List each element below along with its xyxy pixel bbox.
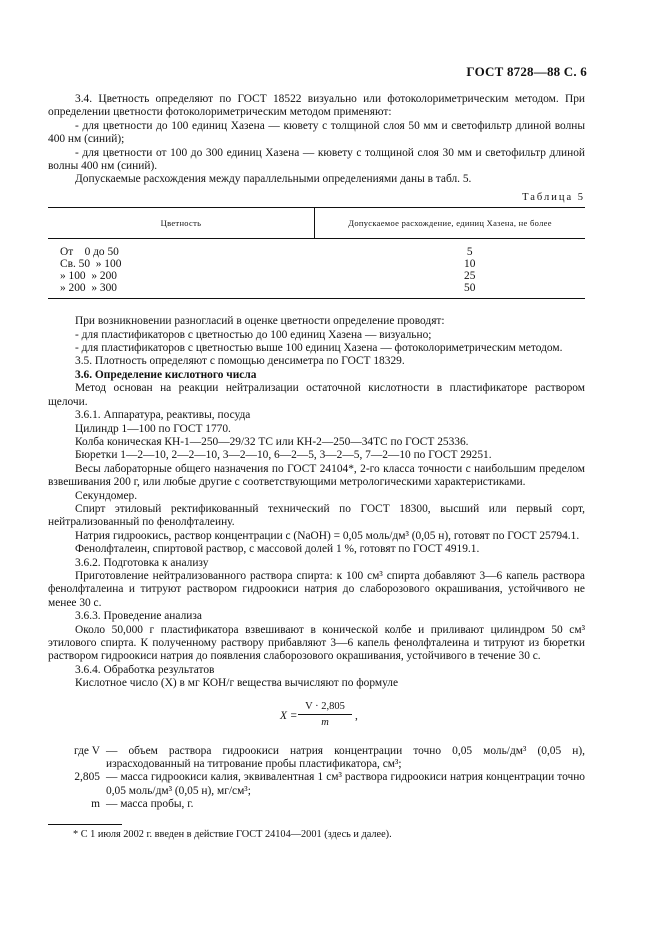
formula-denominator: m [321,717,329,729]
table-row [48,282,585,299]
table-cell-range: » 200 » 300 [48,282,315,299]
paragraph: - для цветности от 100 до 300 единиц Хазена — кювету с толщиной слоя 30 мм и светофильтр длиной волны 400 нм (синий). [48,146,585,173]
paragraph: При возникновении разногласий в оценке цветности определение проводят: [75,315,445,328]
table-cell-range: » 100 » 200 [60,270,117,283]
table-cell-value: 5 [466,246,473,259]
formula-legend [48,745,585,812]
paragraph: Весы лабораторные общего назначения по ГОСТ 24104*, 2-го класса точности с наибольшим пределом взвешивания 200 г, или любые другие с соответствующими метрологическими характеристиками. [48,462,585,489]
table-row [48,258,585,270]
table-header-tolerance: Допускаемое расхождение, единиц Хазена, не более [315,208,586,239]
table-caption: Таблица 5 [522,191,585,203]
paragraph: Бюретки 1—2—10, 2—2—10, 3—2—10, 6—2—5, 3—2—5, 7—2—10 по ГОСТ 29251. [75,449,492,462]
paragraph: Спирт этиловый ректификованный технический по ГОСТ 18300, высший или первый сорт, нейтрализованный по фенолфталеину. [48,502,585,529]
paragraph: - для пластификаторов с цветностью до 100 единиц Хазена — визуально; [75,328,432,341]
subsection-heading: 3.6.2. Подготовка к анализу [75,556,209,569]
table-row [48,239,585,259]
legend-key: где V [73,744,100,757]
legend-key: 2,805 [74,771,100,784]
formula [48,697,585,737]
legend-item [48,745,585,772]
page-header: ГОСТ 8728—88 С. 6 [466,64,587,79]
footnote-divider [48,824,122,825]
table-cell-value: 25 [464,270,476,283]
subsection-heading: 3.6.1. Аппаратура, реактивы, посуда [75,409,251,422]
paragraph: 3.5. Плотность определяют с помощью денсиметра по ГОСТ 18329. [75,355,405,368]
paragraph: Натрия гидроокись, раствор концентрации c (NaOH) = 0,05 моль/дм³ (0,05 н), готовят по ГОСТ 25794.1. [75,529,580,542]
footnote: * С 1 июля 2002 г. введен в действие ГОСТ 24104—2001 (здесь и далее). [73,829,392,840]
paragraph: Около 50,000 г пластификатора взвешивают в конической колбе и приливают цилиндром 50 см³ этилового спирта. К полученному раствору прибавляют 3—6 капель фенолфталеина и титруют из бюретки раствором гидроокиси натрия до появления слаборозового окрашивания, устойчивого в течение 30 с. [48,623,585,663]
legend-item [48,798,585,811]
table-row [48,270,585,282]
table-5 [48,207,585,299]
paragraph: Фенолфталеин, спиртовой раствор, с массовой долей 1 %, готовят по ГОСТ 4919.1. [75,543,480,556]
table-cell-value: 50 [315,282,586,299]
table-cell-range: От 0 до 50 [60,246,119,259]
paragraph: - для цветности до 100 единиц Хазена — кювету с толщиной слоя 50 мм и светофильтр длиной волны 400 нм (синий); [48,119,585,146]
subsection-heading: 3.6.3. Проведение анализа [75,610,202,623]
legend-item [48,771,585,798]
paragraph: Допускаемые расхождения между параллельными определениями даны в табл. 5. [75,173,472,186]
paragraph: - для пластификаторов с цветностью выше 100 единиц Хазена — фотоколориметрическим методом. [75,342,563,355]
paragraph: Цилиндр 1—100 по ГОСТ 1770. [75,422,231,435]
formula-numerator: V · 2,805 [298,700,352,715]
legend-text: — масса гидроокиси калия, эквивалентная 1 см³ раствора гидроокиси натрия концентрации точно 0,05 моль/дм³ (0,05 н), мг/см³; [106,771,585,797]
paragraph: 3.4. Цветность определяют по ГОСТ 18522 визуально или фотоколориметрическим методом. При определении цветности фотоколориметрическим методом применяют: [48,93,585,119]
formula-tail: , [355,709,358,722]
formula-lhs: X = [280,709,298,722]
formula-fraction [298,700,352,730]
table-cell-range: Св. 50 » 100 [60,258,122,271]
paragraph: Секундомер. [75,489,138,502]
legend-text: — объем раствора гидроокиси натрия концентрации точно 0,05 моль/дм³ (0,05 н), израсходованный на титрование пробы пластификатора, см³; [106,744,585,771]
paragraph: Кислотное число (X) в мг КОН/г вещества вычисляют по формуле [75,677,399,690]
paragraph: Колба коническая КН-1—250—29/32 ТС или КН-2—250—34ТС по ГОСТ 25336. [75,435,469,448]
paragraph: Метод основан на реакции нейтрализации остаточной кислотности в пластификаторе раствором щелочи. [48,382,585,408]
legend-key: m [91,798,100,811]
document-body [48,93,585,812]
legend-text: — масса пробы, г. [106,798,194,811]
table-header-color: Цветность [48,208,315,239]
section-heading: 3.6. Определение кислотного числа [75,368,257,381]
subsection-heading: 3.6.4. Обработка результатов [75,663,215,676]
paragraph: Приготовление нейтрализованного раствора спирта: к 100 см³ спирта добавляют 3—6 капель раствора фенолфталеина и титруют раствором гидроокиси натрия до слаборозового окрашивания, устойчивого не менее 30 с. [48,569,585,609]
table-cell-value: 10 [464,258,476,271]
